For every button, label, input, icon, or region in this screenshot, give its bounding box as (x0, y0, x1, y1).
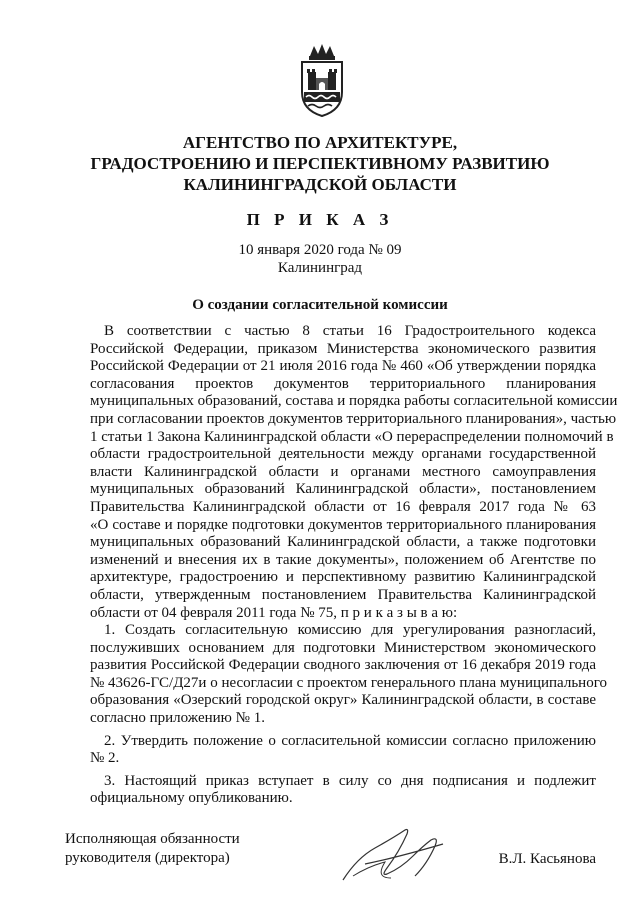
signer-name: В.Л. Касьянова (498, 851, 596, 867)
city: Калининград (277, 260, 363, 276)
signer-position-line: руководителя (директора) (65, 850, 230, 866)
body-line: области, утвержденным постановлением Правительства Калининградской (90, 586, 596, 603)
coat-of-arms-icon (292, 42, 352, 118)
document-meta (0, 241, 640, 277)
body-line: области градостроительной деятельности между органами государственной (90, 446, 596, 463)
agency-line: КАЛИНИНГРАДСКОЙ ОБЛАСТИ (183, 175, 457, 194)
body-line: образования «Озерский городской округ» Калининградской области, в составе (90, 692, 596, 709)
date-number: 10 января 2020 года № 09 (238, 242, 402, 258)
body-line: изменений и внесения их в такие документы», положением об Агентстве по (90, 551, 596, 568)
body-line: № 43626-ГС/Д27и о несогласии с проектом генерального плана муниципального (90, 674, 607, 691)
signer-position-line: Исполняющая обязанности (65, 831, 240, 847)
body-line: области от 04 февраля 2011 года № 75, п р и к а з ы в а ю: (90, 604, 458, 621)
agency-name (60, 132, 580, 195)
body-line: согласования проектов документов территориального планирования (90, 375, 596, 392)
body-line: официальному опубликованию. (90, 790, 293, 807)
body-line: «О составе и порядке подготовки документов территориального планирования (90, 516, 596, 533)
signer-position (65, 830, 240, 868)
body-line: муниципальных образований Калининградской области, а также подготовки (90, 534, 596, 551)
body-line: послуживших основанием для подготовки Министерством экономического (90, 639, 596, 656)
document-subject: О создании согласительной комиссии (192, 297, 448, 313)
agency-line: АГЕНТСТВО ПО АРХИТЕКТУРЕ, (182, 133, 458, 152)
body-line: 1. Создать согласительную комиссию для урегулирования разногласий, (104, 622, 596, 639)
handwritten-signature (335, 818, 455, 888)
body-line: муниципальных образований, состава и порядка работы согласительной комиссии (90, 393, 618, 410)
body-line: Российской Федерации, приказом Министерства экономического развития (90, 340, 596, 357)
agency-line: ГРАДОСТРОЕНИЮ И ПЕРСПЕКТИВНОМУ РАЗВИТИЮ (90, 154, 550, 173)
body-line: В соответствии с частью 8 статьи 16 Градостроительного кодекса (104, 323, 596, 339)
body-line: № 2. (90, 750, 120, 767)
document-type: П Р И К А З (246, 210, 394, 229)
body-line: 3. Настоящий приказ вступает в силу со дня подписания и подлежит (104, 772, 596, 789)
body-line: Российской Федерации от 21 июля 2016 года № 460 «Об утверждении порядка (90, 358, 596, 375)
body-line: 2. Утвердить положение о согласительной комиссии согласно приложению (104, 732, 596, 749)
body-line: согласно приложению № 1. (90, 710, 265, 727)
body-line: Правительства Калининградской области от 16 февраля 2017 года № 63 (90, 498, 596, 515)
body-line: архитектуре, градостроению и перспективному развитию Калининградской (90, 569, 596, 586)
body-line: при согласовании проектов документов территориального планирования», частью (90, 410, 617, 427)
body-line: муниципальных образований Калининградской области», постановлением (90, 481, 596, 498)
body-line: 1 статьи 1 Закона Калининградской области «О перераспределении полномочий в (90, 428, 614, 445)
body-line: власти Калининградской области и органами местного самоуправления (90, 463, 596, 480)
document-body (90, 323, 618, 808)
body-line: развития Российской Федерации сводного заключения от 16 декабря 2019 года (90, 657, 596, 674)
